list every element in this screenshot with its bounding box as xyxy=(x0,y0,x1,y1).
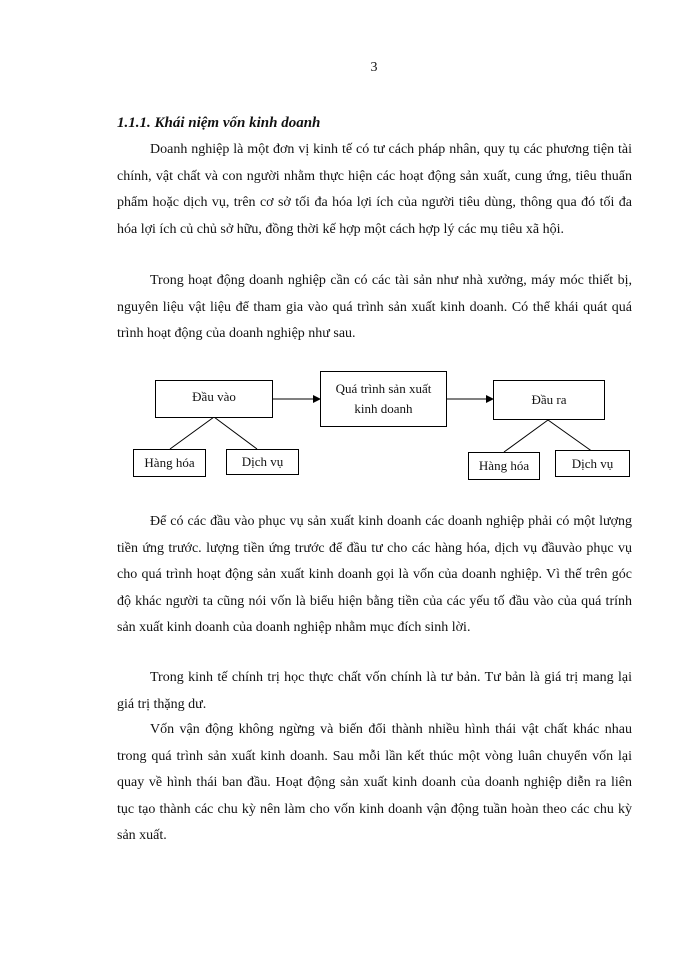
paragraph-enterprise-assets: Trong hoạt động doanh nghiệp cần có các tài sản như nhà xưởng, máy móc thiết bị, nguyên liệu vật liệu để tham gia vào quá trình sản xuất kinh doanh. Có thể khái quát quá trình hoạt động của doanh nghiệp như sau. xyxy=(117,273,632,341)
diagram-output-services-label: Dịch vụ xyxy=(571,455,614,471)
branch-output-right xyxy=(548,420,593,452)
diagram-box-input-goods xyxy=(133,449,206,477)
diagram-process-label-line2: kinh doanh xyxy=(354,401,413,416)
diagram-box-input-services xyxy=(226,449,299,475)
branch-input-left xyxy=(170,417,214,449)
diagram-box-output xyxy=(493,380,605,420)
page-number: 3 xyxy=(370,60,378,75)
diagram-input-goods-label: Hàng hóa xyxy=(144,455,195,470)
paragraph-capital-definition: Để có các đầu vào phục vụ sản xuất kinh doanh các doanh nghiệp phải có một lượng tiền ứng trước. lượng tiền ứng trước để đầu tư cho các hàng hóa, dịch vụ đầuvào phục vụ cho quá trình hoạt động sản xuất kinh doanh gọi là vốn của doanh nghiệp. Vì thế trên góc độ khác người ta cũng nói vốn là biểu hiện bằng tiền của các yếu tố đầu vào của quá trính sản xuất kinh doanh của doanh nghiệp nhằm mục đích sinh lời. xyxy=(117,514,632,635)
paragraph-capital-circulation: Vốn vận động không ngừng và biến đổi thành nhiều hình thái vật chất khác nhau trong quá trình sản xuất kinh doanh. Sau mỗi lần kết thúc một vòng luân chuyển vốn lại quay về hình thái ban đầu. Hoạt động sản xuất kinh doanh của doanh nghiệp diễn ra liên tục tạo thành các chu kỳ nên làm cho vốn kinh doanh vận động tuần hoàn theo các chu kỳ sản xuất. xyxy=(117,722,632,843)
section-heading: 1.1.1. Khái niệm vốn kinh doanh xyxy=(117,115,321,131)
diagram-box-input xyxy=(155,380,273,418)
diagram-box-output-services xyxy=(555,450,630,477)
diagram-process-label-line1: Quá trình sản xuất xyxy=(335,381,432,396)
diagram-output-goods-label: Hàng hóa xyxy=(478,458,530,473)
diagram-output-label: Đầu ra xyxy=(531,392,567,407)
diagram-box-process xyxy=(320,371,447,427)
diagram-input-label: Đầu vào xyxy=(192,389,236,404)
branch-input-right xyxy=(214,417,257,449)
paragraph-enterprise-definition: Doanh nghiệp là một đơn vị kinh tế có tư cách pháp nhân, quy tụ các phương tiện tài chính, vật chất và con người nhằm thực hiện các hoạt động sản xuất, cung ứng, tiêu thuẩn phẩm hoặc dịch vụ, trên cơ sở tối đa hóa lợi ích của người tiêu dùng, thông qua đó tối đa hóa lợi ích củ chủ sở hữu, đồng thời kế hợp một cách hợp lý các mụ tiêu xã hội. xyxy=(117,142,632,237)
diagram-input-services-label: Dịch vụ xyxy=(241,454,284,469)
diagram-box-output-goods xyxy=(468,452,540,480)
branch-output-left xyxy=(504,420,548,452)
paragraph-political-economy: Trong kinh tế chính trị học thực chất vốn chính là tư bản. Tư bản là giá trị mang lại giá trị thặng dư. xyxy=(117,670,632,712)
